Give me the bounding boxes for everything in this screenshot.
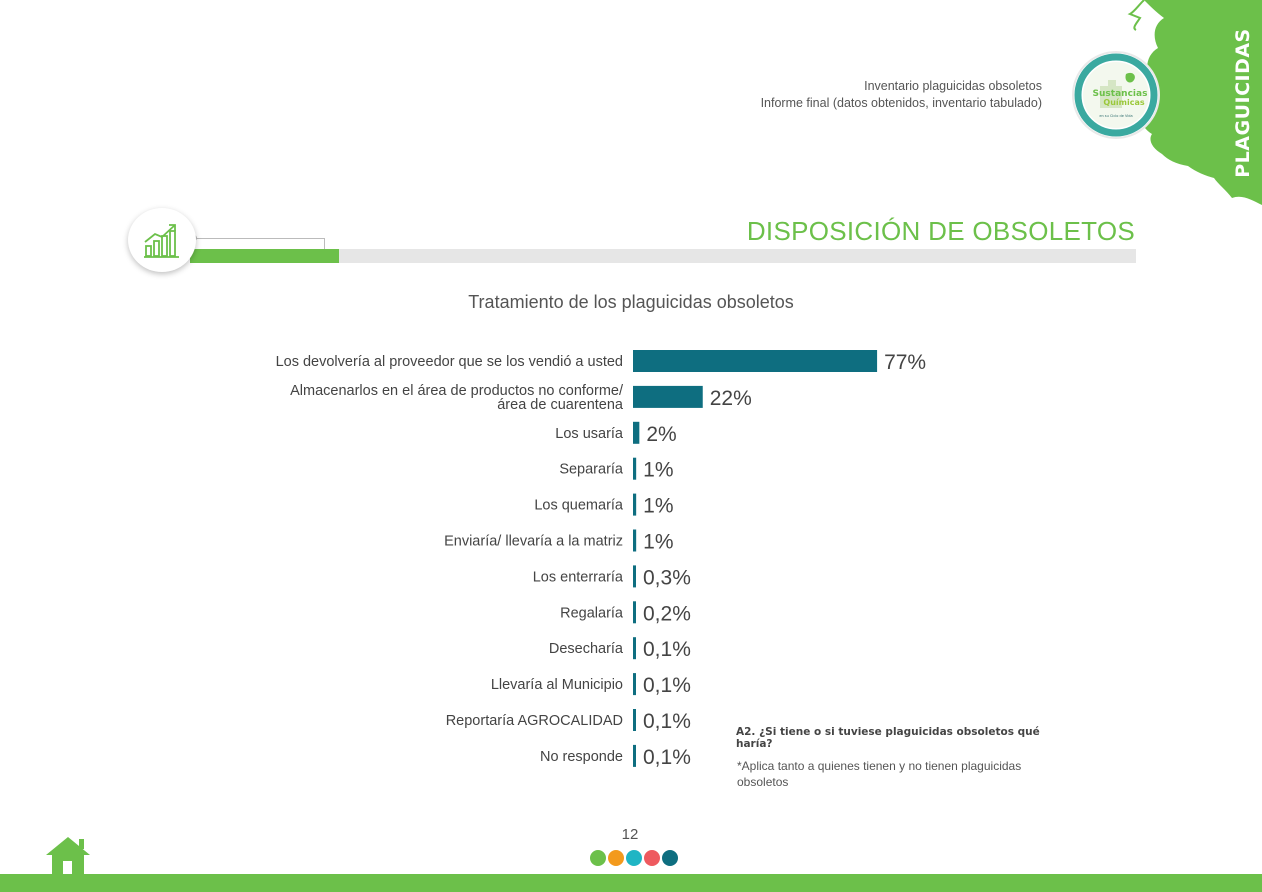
footer-bar — [0, 874, 1262, 892]
survey-note-text: *Aplica tanto a quienes tienen y no tienen plaguicidas obsoletos — [737, 759, 1022, 789]
color-dot — [590, 850, 606, 866]
value-label: 77% — [884, 351, 927, 374]
bar — [633, 530, 636, 552]
section-bar-accent — [190, 249, 339, 263]
value-label: 1% — [643, 530, 674, 554]
bar — [633, 386, 703, 408]
bar — [633, 565, 636, 587]
bar — [633, 494, 636, 516]
home-icon[interactable] — [44, 835, 92, 875]
category-label: Los quemaría — [534, 497, 623, 514]
value-label: 1% — [643, 458, 674, 482]
value-label: 0,1% — [643, 638, 691, 662]
category-label: Los usaría — [555, 425, 623, 442]
bar — [633, 745, 636, 767]
bar — [633, 709, 636, 731]
bar — [633, 422, 639, 444]
bar — [633, 637, 636, 659]
category-label: Llevaría al Municipio — [490, 677, 623, 694]
category-label: Los devolvería al proveedor que se los vendió a usted — [275, 354, 623, 370]
section-title: DISPOSICIÓN DE OBSOLETOS — [746, 216, 1135, 246]
color-dot — [608, 850, 624, 866]
section-icon-badge — [128, 208, 196, 272]
chart-title: Tratamiento de los plaguicidas obsoletos — [468, 292, 794, 312]
category-label: Separaría — [559, 461, 623, 478]
sustancias-quimicas-logo — [1068, 50, 1164, 140]
bar — [633, 458, 636, 480]
value-label: 0,1% — [643, 710, 691, 733]
side-tag: PLAGUICIDAS — [1232, 27, 1255, 178]
category-label: Desecharía — [548, 641, 623, 658]
color-dot — [626, 850, 642, 866]
survey-note — [736, 726, 1056, 790]
color-dot — [662, 850, 678, 866]
svg-text:en su Ciclo de Vida: en su Ciclo de Vida — [1099, 114, 1133, 118]
bar-chart — [0, 330, 1262, 780]
category-label: Los enterraría — [532, 569, 623, 586]
survey-question: A2. ¿Si tiene o si tuviese plaguicidas obsoletos qué haría? — [736, 726, 1040, 750]
category-label: Reportaría AGROCALIDAD — [445, 713, 623, 729]
section-connector — [196, 238, 325, 249]
category-label: Regalaría — [560, 605, 623, 622]
value-label: 2% — [646, 422, 677, 446]
document-subtitle: Informe final (datos obtenidos, inventario tabulado) — [760, 96, 1042, 110]
value-label: 1% — [643, 494, 674, 518]
value-label: 0,1% — [643, 745, 691, 769]
color-dots — [590, 850, 680, 866]
page-number: 12 — [621, 826, 639, 843]
svg-text:Sustancias: Sustancias — [1092, 89, 1148, 99]
category-label: No responde — [539, 748, 623, 765]
value-label: 22% — [709, 386, 752, 410]
category-label: Enviaría/ llevaría a la matriz — [444, 533, 623, 550]
svg-text:Químicas: Químicas — [1103, 98, 1145, 107]
bar — [633, 350, 877, 372]
document-header — [761, 78, 1042, 112]
value-label: 0,3% — [643, 566, 691, 590]
document-title: Inventario plaguicidas obsoletos — [864, 79, 1042, 93]
color-dot — [644, 850, 660, 866]
value-label: 0,2% — [643, 602, 691, 626]
growth-chart-icon — [142, 220, 182, 260]
bar — [633, 673, 636, 695]
value-label: 0,1% — [643, 674, 691, 698]
bar — [633, 601, 636, 623]
category-label: Almacenarlos en el área de productos no conforme/ área de cuarentena — [290, 382, 623, 413]
